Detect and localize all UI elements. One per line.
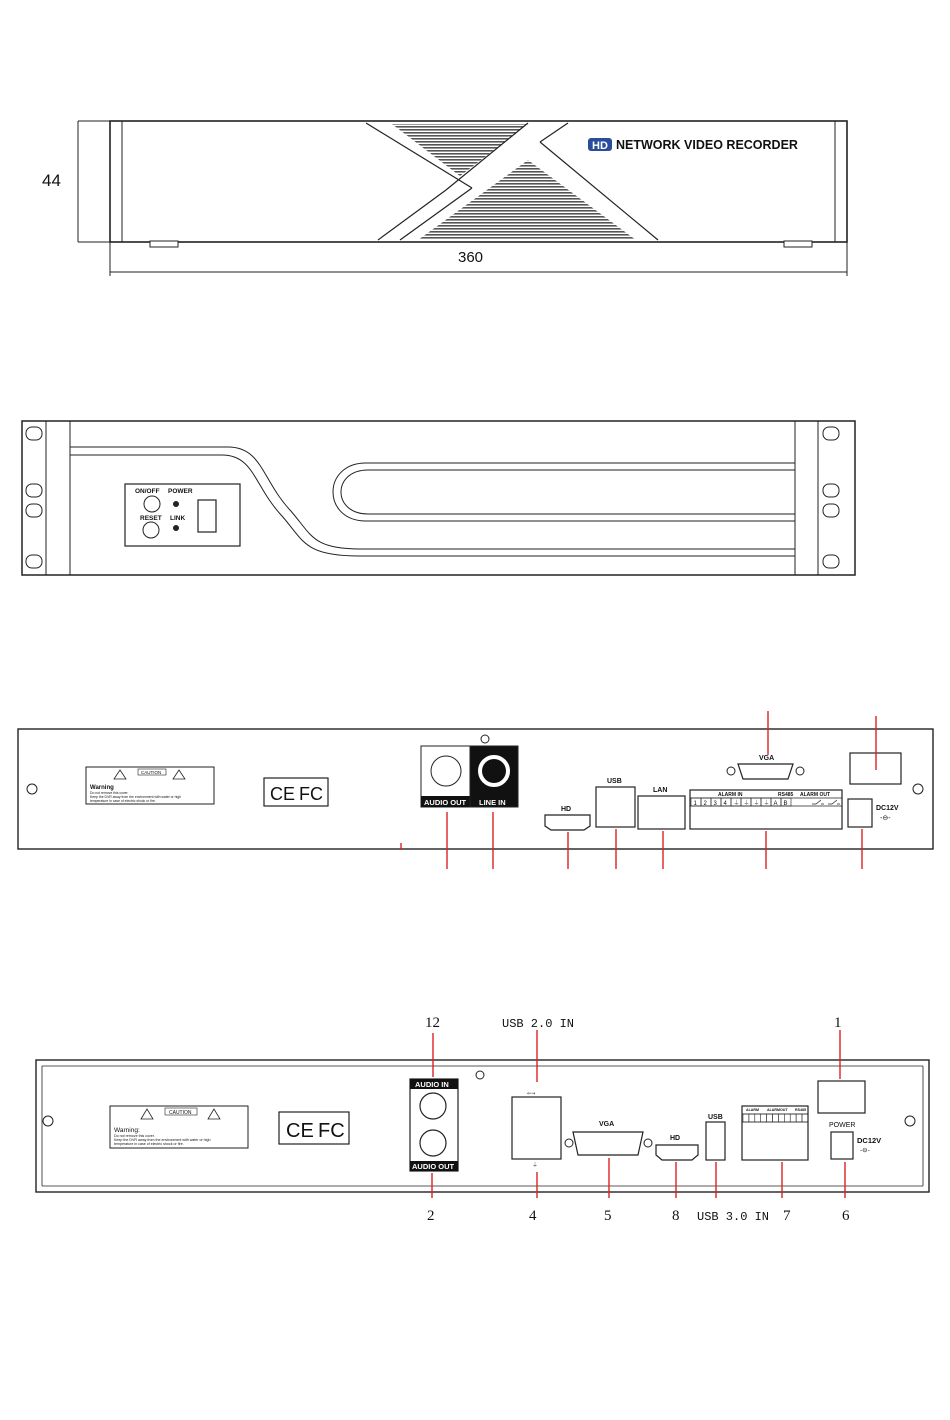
link-label: LINK — [170, 515, 186, 522]
svg-text:DC12V: DC12V — [857, 1136, 882, 1145]
svg-text:Keep the DVR away from the env: Keep the DVR away from the environment with water or high — [114, 1138, 211, 1142]
height-dimension: 44 — [42, 171, 61, 190]
dc-polarity-icon: -⊖- — [880, 815, 891, 822]
svg-text:HD: HD — [670, 1135, 681, 1142]
svg-text:temperature in case of electri: temperature in case of electric shock or fire. — [114, 1142, 184, 1146]
rack-front-panel — [22, 421, 855, 575]
terminal-label: 4 — [723, 801, 727, 807]
svg-text:VGA: VGA — [599, 1121, 615, 1128]
terminal-label: ⏚ — [763, 801, 770, 807]
svg-text:USB: USB — [607, 778, 622, 785]
callout-7: 7 — [783, 1208, 791, 1224]
link-led — [173, 525, 179, 531]
audio-in-label: AUDIO IN — [415, 1080, 449, 1089]
svg-text:FC: FC — [318, 1120, 345, 1142]
svg-text:RS485: RS485 — [778, 792, 794, 798]
svg-text:CAUTION: CAUTION — [141, 770, 162, 775]
svg-text:DC12V: DC12V — [876, 805, 899, 812]
rear-panel-a — [18, 711, 933, 869]
terminal-label: ⏚ — [743, 801, 750, 807]
terminal-label: B — [783, 801, 788, 807]
callout-6: 6 — [842, 1208, 850, 1224]
callout-8: 8 — [672, 1208, 680, 1224]
svg-text:HD: HD — [561, 806, 572, 813]
svg-text:CE: CE — [270, 784, 296, 804]
terminal-label: ⏚ — [733, 801, 740, 807]
audio-out-jack — [431, 756, 461, 786]
front-view — [42, 121, 847, 276]
callout-5: 5 — [604, 1208, 612, 1224]
line-in-label: LINE IN — [479, 798, 506, 807]
svg-text:CAUTION: CAUTION — [169, 1110, 192, 1116]
svg-text:Do not remove this cover.: Do not remove this cover. — [114, 1134, 155, 1138]
callout-4: 4 — [529, 1208, 537, 1224]
power-label: POWER — [168, 488, 193, 495]
rear-panel-b — [36, 1015, 929, 1224]
svg-text:HD: HD — [592, 140, 608, 152]
svg-text:temperature in case of electri: temperature in case of electric shock or fire. — [90, 799, 156, 803]
svg-text:FC: FC — [299, 784, 323, 804]
callout-1: 1 — [834, 1015, 842, 1031]
svg-text:VGA: VGA — [759, 755, 775, 762]
terminal-label: 2 — [703, 801, 707, 807]
ground-icon: ⏚ — [532, 1163, 539, 1169]
audio-out-label: AUDIO OUT — [424, 798, 467, 807]
svg-text:ALARM: ALARM — [746, 1108, 759, 1112]
onoff-label: ON/OFF — [135, 488, 160, 495]
usb-port-front — [198, 500, 216, 532]
terminal-label: 1 — [693, 801, 697, 807]
svg-text:ALARM OUT: ALARM OUT — [800, 792, 830, 798]
brand-text: NETWORK VIDEO RECORDER — [616, 138, 798, 152]
callout-2: 2 — [427, 1208, 435, 1224]
svg-text:Keep the DVR away from the env: Keep the DVR away from the environment with water or high — [90, 795, 182, 799]
dc-polarity-icon: -⊖- — [860, 1147, 870, 1154]
power-led — [173, 501, 179, 507]
callout-12: 12 — [425, 1015, 440, 1031]
terminal-label: A — [773, 801, 778, 807]
callout-usb30: USB 3.0 IN — [697, 1210, 770, 1224]
svg-text:ALARM IN: ALARM IN — [718, 792, 743, 798]
svg-text:Do not remove this cover.: Do not remove this cover. — [90, 791, 129, 795]
svg-text:Warning: Warning — [90, 785, 114, 791]
svg-text:ALARMOUT: ALARMOUT — [767, 1108, 788, 1112]
callout-usb20: USB 2.0 IN — [502, 1017, 575, 1031]
terminal-label: ⏚ — [753, 801, 760, 807]
usb-icon: ⇐⇒ — [527, 1091, 536, 1097]
reset-label: RESET — [140, 515, 162, 522]
svg-text:USB: USB — [708, 1114, 723, 1121]
svg-text:LAN: LAN — [653, 787, 668, 794]
terminal-label: 3 — [713, 801, 717, 807]
svg-text:Warning:: Warning: — [114, 1127, 140, 1134]
width-dimension: 360 — [458, 249, 484, 266]
audio-out-label: AUDIO OUT — [412, 1162, 455, 1171]
svg-text:RS485: RS485 — [795, 1108, 806, 1112]
svg-text:CE: CE — [286, 1120, 314, 1142]
svg-text:POWER: POWER — [829, 1122, 856, 1129]
